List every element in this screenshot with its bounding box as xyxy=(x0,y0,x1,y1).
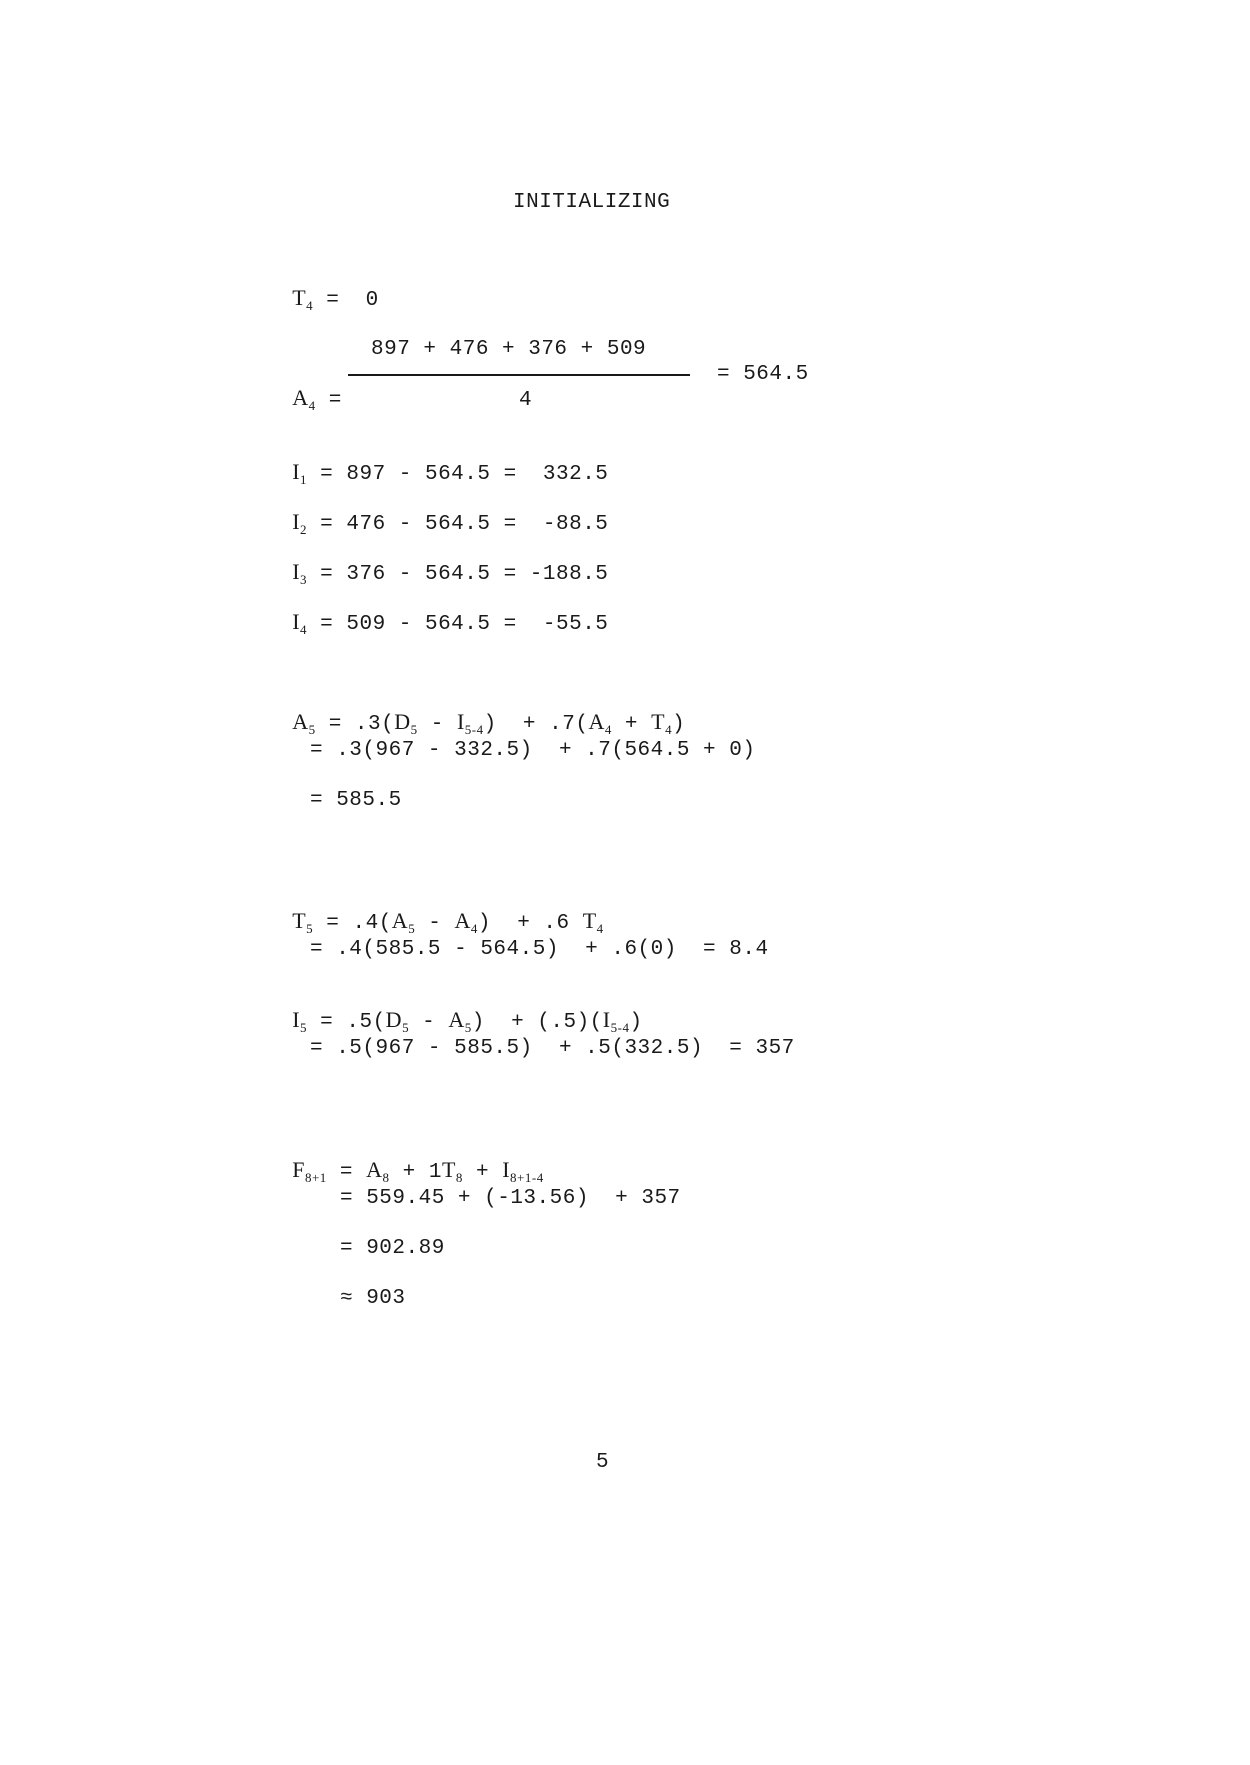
symbol-i: I xyxy=(292,459,301,484)
symbol-f: F xyxy=(292,1157,305,1182)
text-segment: - xyxy=(415,912,455,935)
symbol-a: A xyxy=(292,709,309,734)
subscript: 4 xyxy=(306,298,314,313)
subscript: 5 xyxy=(308,722,316,737)
equation-forecast-line2: = 559.45 + (-13.56) + 357 xyxy=(340,1187,681,1210)
symbol-a: A xyxy=(448,1007,465,1032)
equation-rhs: = 897 - 564.5 = 332.5 xyxy=(320,463,609,486)
equation-forecast-line1 xyxy=(266,1138,544,1184)
subscript: 4 xyxy=(308,398,316,413)
page-number: 5 xyxy=(596,1451,610,1474)
symbol-a: A xyxy=(391,908,409,933)
equation-a4-lhs xyxy=(266,366,342,412)
subscript: 5 xyxy=(300,1020,308,1035)
subscript: 5 xyxy=(464,1020,472,1035)
text-segment: = .3( xyxy=(328,713,395,736)
subscript: 8+1 xyxy=(304,1170,327,1185)
symbol-a: A xyxy=(366,1157,383,1182)
symbol-t: T xyxy=(292,285,307,310)
subscript: 1 xyxy=(300,472,308,487)
equation-forecast-line4: ≈ 903 xyxy=(340,1287,406,1310)
symbol-i: I xyxy=(292,509,301,534)
equation-rhs: = 476 - 564.5 = -88.5 xyxy=(320,513,609,536)
equation-i5-line2: = .5(967 - 585.5) + .5(332.5) = 357 xyxy=(310,1037,795,1060)
symbol-a: A xyxy=(292,385,309,410)
symbol-t: T xyxy=(651,709,666,734)
subscript: 5 xyxy=(410,722,418,737)
symbol-t: T xyxy=(441,1157,456,1182)
equation-i3 xyxy=(266,540,608,586)
page-title: INITIALIZING xyxy=(513,191,671,214)
text-segment: + xyxy=(611,713,652,736)
text-segment: - xyxy=(417,713,457,736)
equation-a5-line3: = 585.5 xyxy=(310,789,402,812)
equation-i5-line1 xyxy=(266,988,643,1034)
equation-rhs: = 509 - 564.5 = -55.5 xyxy=(320,613,609,636)
symbol-i: I xyxy=(456,709,465,734)
subscript: 5-4 xyxy=(610,1020,630,1035)
equation-t5-line1 xyxy=(266,889,604,935)
subscript: 3 xyxy=(300,572,308,587)
subscript: 4 xyxy=(596,921,604,936)
equation-a5-line1 xyxy=(266,690,685,736)
text-segment: = .4( xyxy=(326,912,392,935)
symbol-a: A xyxy=(588,709,605,734)
equation-i1 xyxy=(266,440,608,486)
equation-i4 xyxy=(266,590,608,636)
text-segment: ) + .6 xyxy=(477,912,583,935)
text-segment: ) + (.5)( xyxy=(471,1011,603,1034)
subscript: 5 xyxy=(402,1020,410,1035)
equation-t5-line2: = .4(585.5 - 564.5) + .6(0) = 8.4 xyxy=(310,938,769,961)
subscript: 4 xyxy=(665,722,673,737)
equation-forecast-line3: = 902.89 xyxy=(340,1237,445,1260)
symbol-i: I xyxy=(292,559,301,584)
subscript: 4 xyxy=(300,622,308,637)
subscript: 2 xyxy=(300,522,308,537)
equation-a5-line2: = .3(967 - 332.5) + .7(564.5 + 0) xyxy=(310,739,756,762)
text-segment: ) xyxy=(672,713,686,736)
fraction-denominator: 4 xyxy=(519,389,533,412)
symbol-t: T xyxy=(582,908,597,933)
subscript: 5 xyxy=(408,921,416,936)
subscript: 4 xyxy=(470,921,478,936)
symbol-t: T xyxy=(292,908,307,933)
fraction-numerator: 897 + 476 + 376 + 509 xyxy=(371,338,647,361)
symbol-d: D xyxy=(394,709,411,734)
fraction-bar xyxy=(348,374,690,376)
subscript: 4 xyxy=(604,722,612,737)
text-segment: ) + .7( xyxy=(483,713,589,736)
subscript: 8 xyxy=(455,1170,463,1185)
text-segment: = .5( xyxy=(320,1011,386,1034)
text-segment: = xyxy=(339,1161,367,1184)
text-segment: - xyxy=(409,1011,449,1034)
equation-rhs: = 0 xyxy=(326,289,379,312)
symbol-i: I xyxy=(602,1007,611,1032)
equation-rhs: = 376 - 564.5 = -188.5 xyxy=(320,563,609,586)
symbol-i: I xyxy=(502,1157,511,1182)
text-segment: + xyxy=(462,1161,503,1184)
equation-i2 xyxy=(266,490,608,536)
equals-sign: = xyxy=(328,389,342,412)
symbol-i: I xyxy=(292,609,301,634)
subscript: 5 xyxy=(306,921,314,936)
subscript: 8+1-4 xyxy=(510,1170,544,1185)
text-segment: + 1 xyxy=(389,1161,442,1184)
symbol-a: A xyxy=(454,908,471,933)
subscript: 8 xyxy=(382,1170,390,1185)
text-segment: ) xyxy=(629,1011,643,1034)
a4-result: = 564.5 xyxy=(717,363,809,386)
equation-t4 xyxy=(266,266,379,312)
symbol-d: D xyxy=(385,1007,403,1032)
symbol-i: I xyxy=(292,1007,301,1032)
subscript: 5-4 xyxy=(464,722,484,737)
